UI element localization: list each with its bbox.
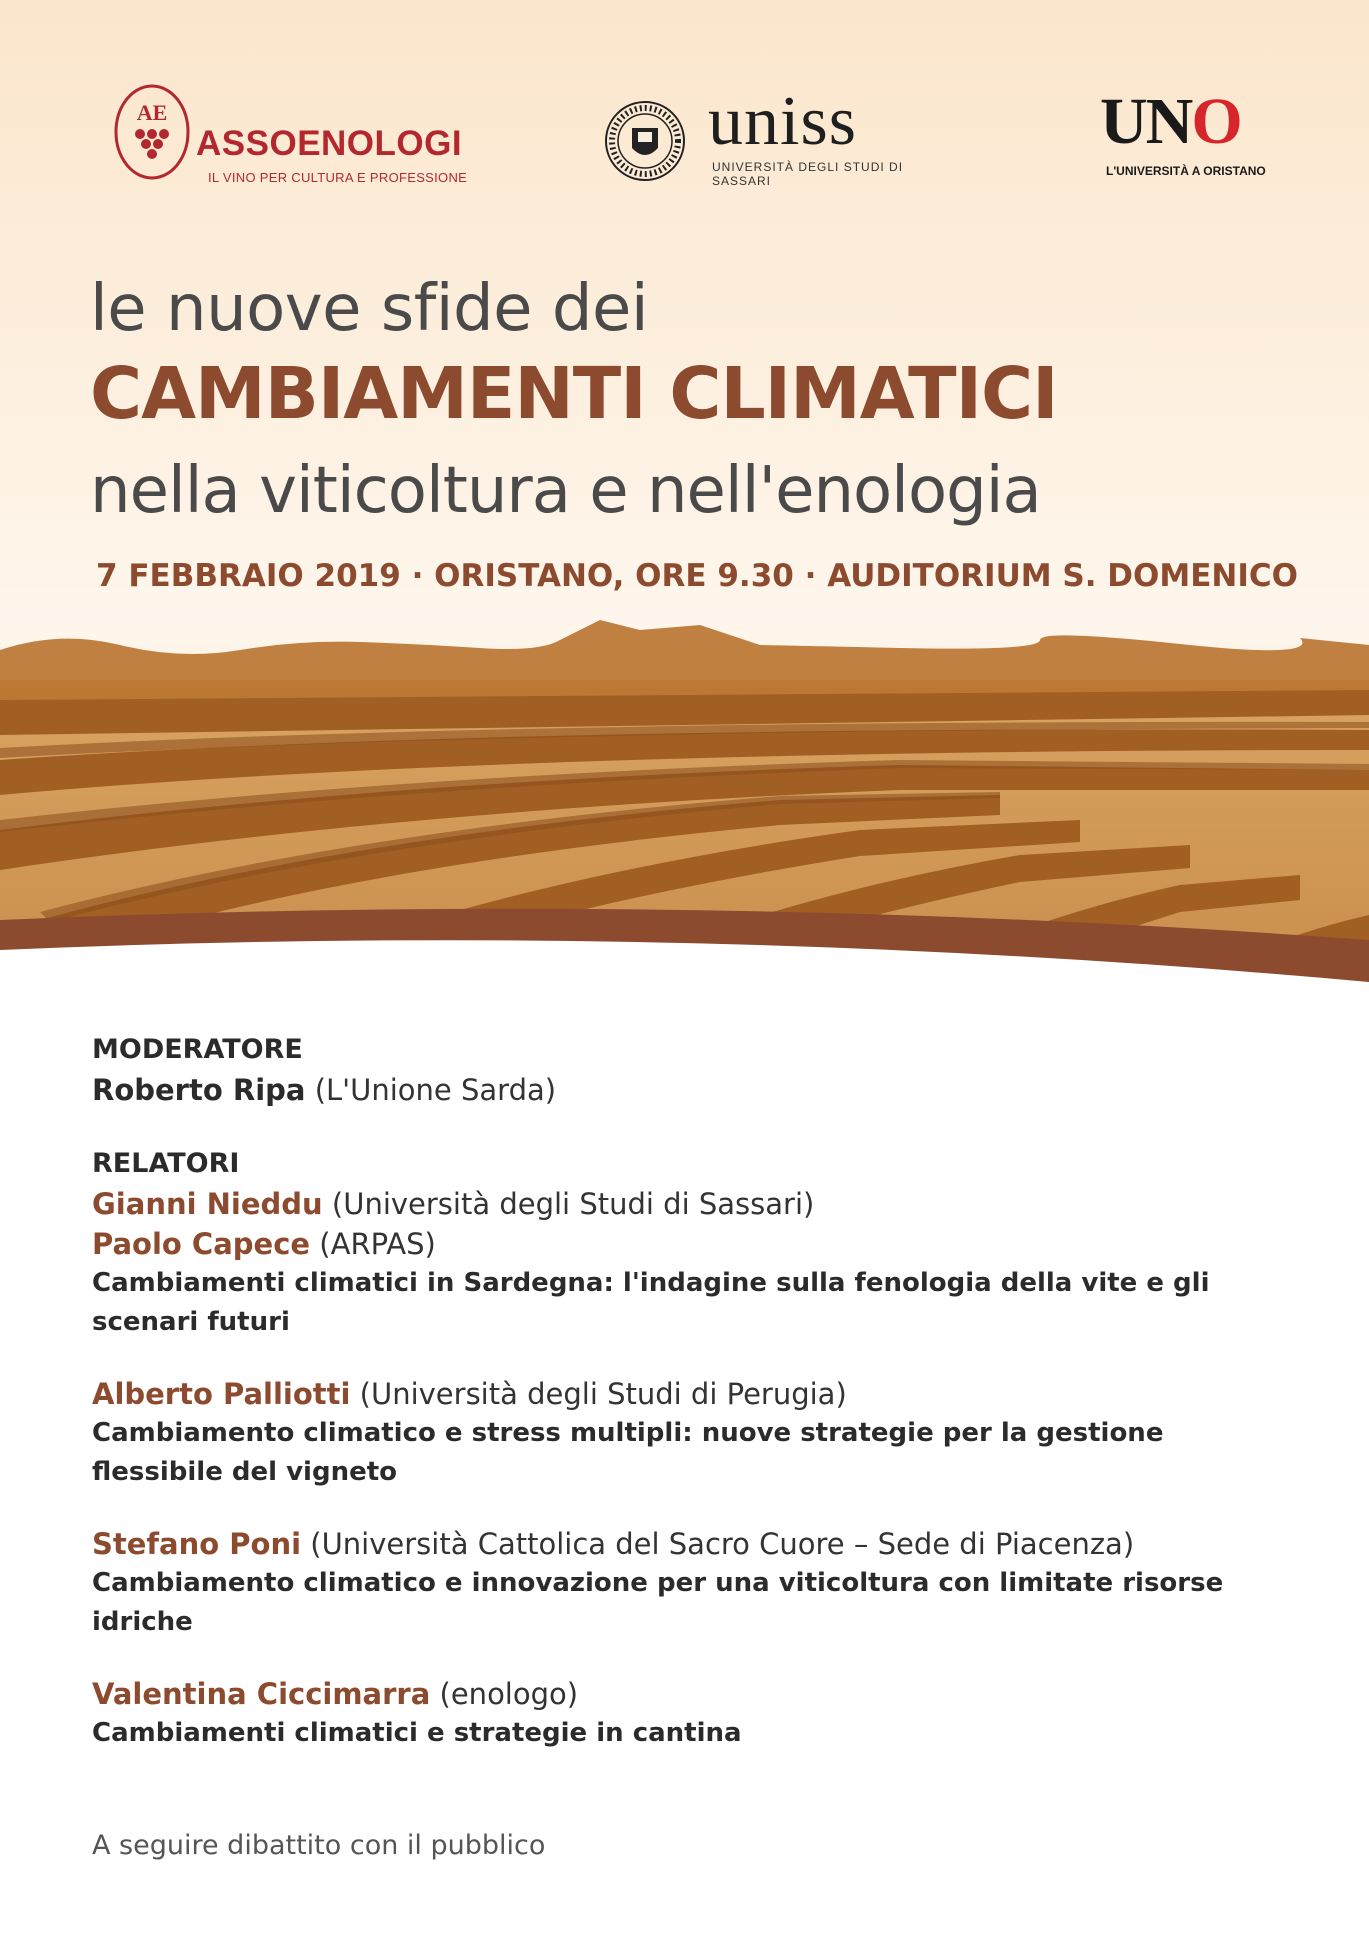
assoenologi-name: ASSOENOLOGI: [196, 124, 463, 163]
title-line-2: CAMBIAMENTI CLIMATICI: [90, 352, 1058, 435]
speaker-line: [92, 1224, 1292, 1264]
speaker-affiliation: (Università degli Studi di Perugia): [359, 1377, 847, 1411]
moderator-line: [92, 1070, 1292, 1110]
moderator-label: MODERATORE: [92, 1034, 303, 1065]
speaker-affiliation: (Università Cattolica del Sacro Cuore – Sede di Piacenza): [310, 1527, 1135, 1561]
assoenologi-monogram: AE: [136, 100, 168, 125]
talk-title: Cambiamenti climatici in Sardegna: l'indagine sulla fenologia della vite e gli scenari futuri: [92, 1268, 1210, 1337]
talk-title: Cambiamenti climatici e strategie in cantina: [92, 1718, 742, 1748]
uno-name: [1100, 84, 1241, 160]
speaker-line: [92, 1524, 1292, 1564]
moderator-name: Roberto Ripa: [92, 1073, 306, 1107]
assoenologi-tagline: IL VINO PER CULTURA E PROFESSIONE: [208, 170, 468, 185]
university-seal-icon: [604, 100, 686, 182]
talk-title: Cambiamento climatico e stress multipli: nuove strategie per la gestione flessibile del vigneto: [92, 1418, 1164, 1487]
speaker-line: [92, 1184, 1292, 1224]
event-dateline: 7 FEBBRAIO 2019 · ORISTANO, ORE 9.30 · AUDITORIUM S. DOMENICO: [96, 558, 1298, 594]
uniss-tagline: UNIVERSITÀ DEGLI STUDI DI SASSARI: [712, 160, 904, 188]
speaker-affiliation: (Università degli Studi di Sassari): [331, 1187, 815, 1221]
talk-title: Cambiamento climatico e innovazione per una viticoltura con limitate risorse idriche: [92, 1568, 1224, 1637]
speaker-line: [92, 1374, 1292, 1414]
uno-name-o: O: [1191, 85, 1241, 158]
title-line-1: le nuove sfide dei: [90, 272, 649, 346]
speaker-name: Valentina Ciccimarra: [92, 1677, 431, 1711]
session-3: [92, 1524, 1292, 1642]
speaker-name: Stefano Poni: [92, 1527, 302, 1561]
uniss-logo: [604, 83, 934, 196]
title-line-3: nella viticoltura e nell'enologia: [90, 454, 1041, 528]
session-4: [92, 1674, 1292, 1753]
session-2: [92, 1374, 1292, 1492]
speaker-affiliation: (ARPAS): [319, 1227, 436, 1261]
uniss-name: uniss: [708, 83, 857, 160]
assoenologi-logo: [112, 82, 472, 192]
grape-emblem-icon: [112, 82, 192, 182]
program-section: [92, 1030, 1292, 1753]
speaker-name: Paolo Capece: [92, 1227, 311, 1261]
decorative-band: [0, 900, 1369, 1020]
speakers-label: RELATORI: [92, 1148, 240, 1179]
session-1: [92, 1184, 1292, 1342]
speaker-name: Gianni Nieddu: [92, 1187, 323, 1221]
uno-logo: [1098, 85, 1268, 192]
speaker-affiliation: (enologo): [439, 1677, 579, 1711]
moderator-affiliation: (L'Unione Sarda): [314, 1073, 557, 1107]
uno-name-prefix: UN: [1100, 85, 1192, 158]
speaker-line: [92, 1674, 1292, 1714]
closing-note: A seguire dibattito con il pubblico: [92, 1830, 546, 1861]
speaker-name: Alberto Palliotti: [92, 1377, 351, 1411]
uno-tagline: L'UNIVERSITÀ A ORISTANO: [1106, 164, 1266, 178]
